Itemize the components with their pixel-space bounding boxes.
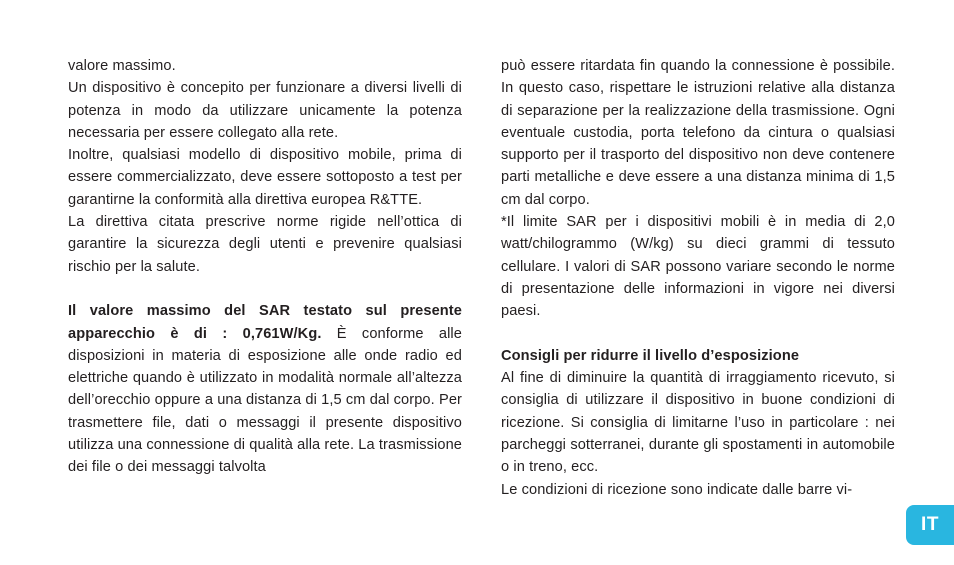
paragraph-condizioni-ricezione: Le condizioni di ricezione sono indicate dalle barre vi- <box>501 481 853 498</box>
paragraph-limite-sar: *Il limite SAR per i dispositivi mobili è in media di 2,0 watt/chilogrammo (W/kg) su dieci grammi di tessuto cellulare. I valori di SAR possono variare secondo le norme di presentazione delle informazioni in vigore nei diversi paesi. <box>501 214 895 320</box>
paragraph-direttiva-rtte: Inoltre, qualsiasi modello di dispositivo mobile, prima di essere commercializzato, deve essere sottoposto a test per garantirne la conformità alla direttiva europea R&TTE. <box>68 147 462 208</box>
sar-conformity-text: È conforme alle disposizioni in materia di esposizione alle onde radio ed elettriche quando è utilizzato in modalità normale all’altezza dell’orecchio oppure a una distanza di 1,5 cm dal corpo. Per trasmettere file, dati o messaggi il presente dispositivo utilizza una connessione di qualità alla rete. La trasmissione dei file o dei messaggi talvolta <box>68 325 462 476</box>
paragraph-valore-massimo: valore massimo. <box>68 58 176 74</box>
sar-value-statement: Il valore massimo del SAR testato sul presente apparecchio è di : 0,761W/Kg. <box>68 303 462 342</box>
section-heading-consigli: Consigli per ridurre il livello d’esposizione <box>501 347 800 364</box>
paragraph-sar-value <box>68 300 462 478</box>
left-text-column <box>68 55 462 479</box>
paragraph-irraggiamento: Al fine di diminuire la quantità di irraggiamento ricevuto, si consiglia di utilizzare il dispositivo in buone condizioni di ricezione. Si consiglia di limitarne l’uso in particolare : nei parcheggi sotterranei, durante gli spostamenti in automobile o in treno, ecc. <box>501 370 895 476</box>
right-text-column <box>501 55 895 501</box>
paragraph-livelli-potenza: Un dispositivo è concepito per funzionare a diversi livelli di potenza in modo da utilizzare unicamente la potenza necessaria per essere collegato alla rete. <box>68 80 462 141</box>
paragraph-norme-rigide: La direttiva citata prescrive norme rigide nell’ottica di garantire la sicurezza degli utenti e prevenire qualsiasi rischio per la salute. <box>68 214 462 275</box>
paragraph-trasmissione-ritardata: può essere ritardata fin quando la connessione è possibile. In questo caso, rispettare le istruzioni relative alla distanza di separazione per la realizzazione della trasmissione. Ogni eventuale custodia, porta telefono da cintura o qualsiasi supporto per il trasporto del dispositivo non deve contenere parti metalliche e deve essere a una distanza minima di 1,5 cm dal corpo. <box>501 58 895 208</box>
language-tab-it: IT <box>906 505 954 545</box>
